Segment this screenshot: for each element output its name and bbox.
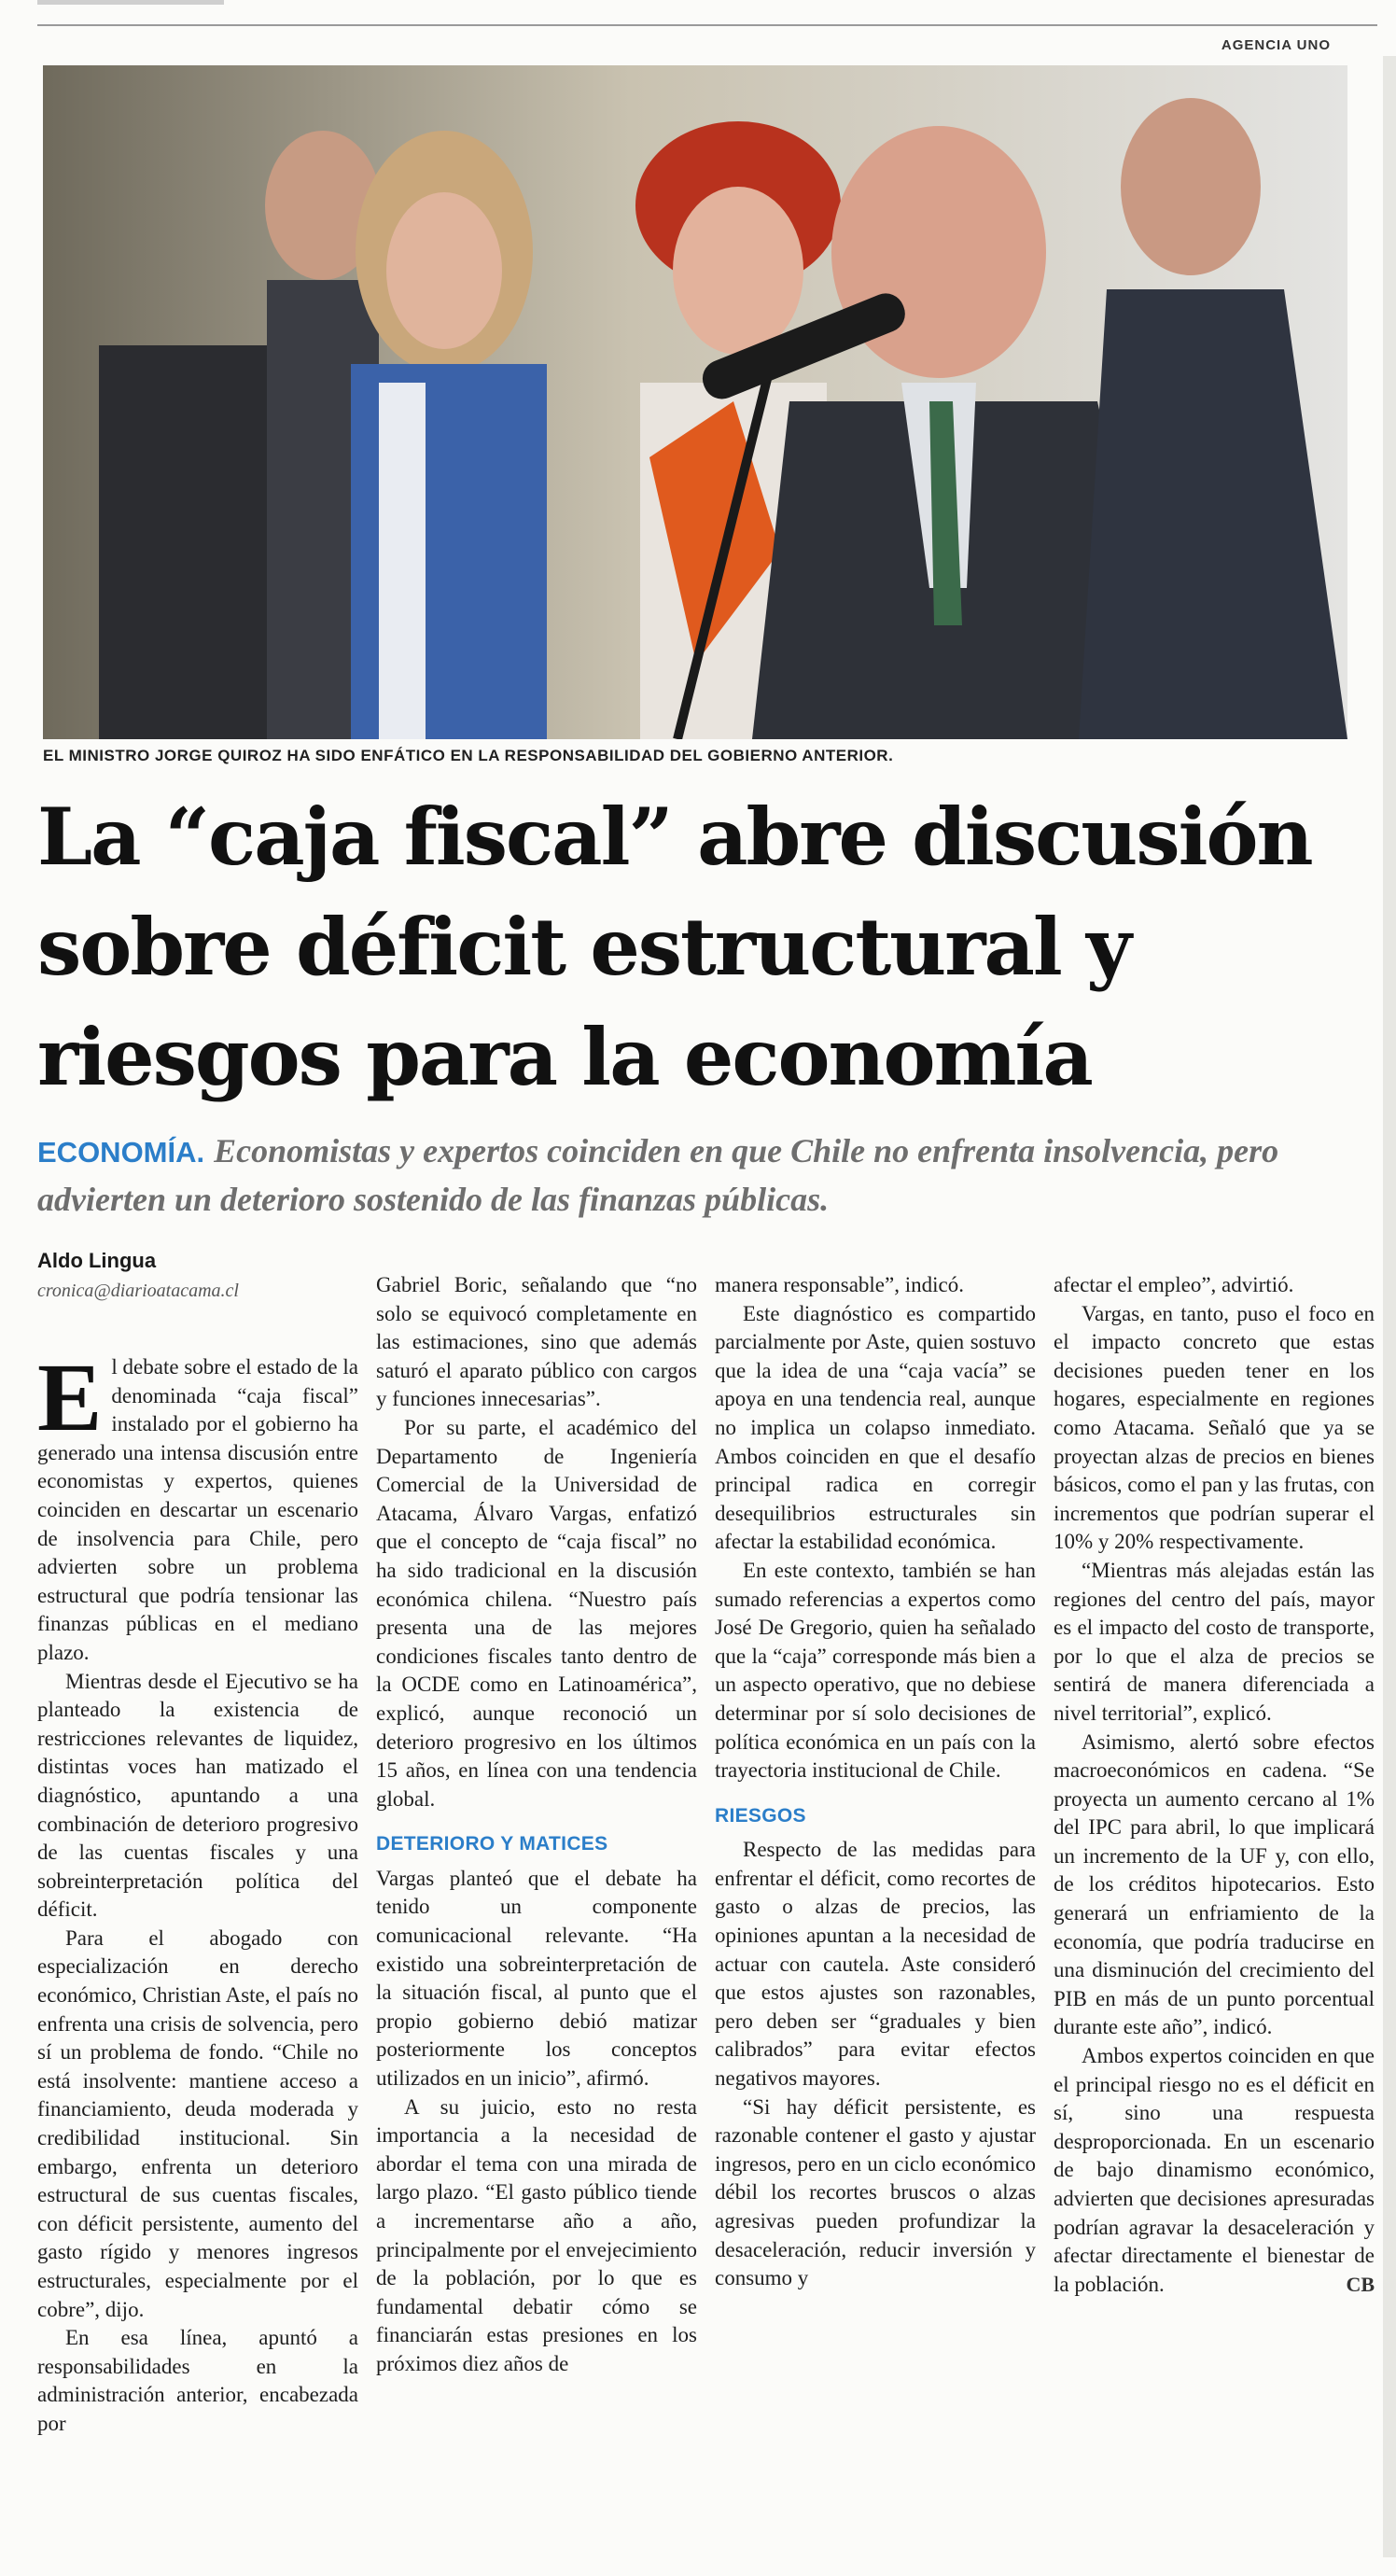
headline-line-1: La “caja fiscal” abre discusión — [37, 791, 1312, 883]
paragraph: En esa línea, apuntó a responsabilidades en la administración anterior, encabezada por — [37, 2326, 358, 2435]
article-column-3 — [715, 1271, 1036, 2293]
paragraph: “Si hay déficit persistente, es razonable contener el gasto y ajustar ingresos, pero en un ciclo económico débil los recortes bruscos o alzas agresivas pueden profundizar la desaceleración, reducir inversión y consumo y — [715, 2094, 1036, 2290]
paragraph: Mientras desde el Ejecutivo se ha planteado la existencia de restricciones relevantes de liquidez, distintas voces han matizado el diagnóstico, apuntando a una combinación de deterioro progresivo de las cuentas fiscales y una sobreinterpretación política del déficit. — [37, 1669, 358, 1922]
section-heading: DETERIORO Y MATICES — [376, 1833, 608, 1855]
news-photo — [43, 65, 1347, 739]
paragraph: Este diagnóstico es compartido parcialmente por Aste, quien sostuvo que la idea de una “caja vacía” se apoya en una tendencia real, aunque no implica un colapso inmediato. Ambos coinciden en que el desafío principal radica en corregir desequilibrios estructurales sin afectar la estabilidad económica. — [715, 1301, 1036, 1554]
author-email[interactable]: cronica@diarioatacama.cl — [37, 1281, 239, 1301]
headline-line-2: sobre déficit estructural y — [37, 901, 1130, 993]
article-column-4 — [1054, 1271, 1375, 2299]
paragraph: afectar el empleo”, advirtió. — [1054, 1273, 1294, 1296]
paragraph: Para el abogado con especialización en derecho económico, Christian Aste, el país no enfrenta una crisis de solvencia, pero sí un problema de fondo. “Chile no está insolvente: mantiene acceso a financiamiento, deuda moderada y credibilidad institucional. Sin embargo, enfrenta un deterioro estructural de sus cuentas fiscales, con déficit persistente, aumento del gasto rígido y menores ingresos estructurales, especialmente por el cobre”, dijo. — [37, 1925, 358, 2321]
page-edge — [1383, 56, 1396, 2557]
paragraph: “Mientras más alejadas están las regiones del centro del país, mayor es el impacto del costo de transporte, por lo que el alza de precios se sentirá de manera diferenciada a nivel territorial”, explicó. — [1054, 1558, 1375, 1725]
end-mark-icon: CB — [1346, 2272, 1375, 2296]
header-rule-mark — [37, 0, 224, 5]
photo-illustration — [43, 65, 1347, 739]
paragraph: Vargas planteó que el debate ha tenido un componente comunicacional relevante. “Ha existido una sobreinterpretación de la situación fiscal, al punto que el propio gobierno debió matizar posteriormente los conceptos utilizados en un inicio”, afirmó. — [376, 1866, 697, 2091]
paragraph: A su juicio, esto no resta importancia a la necesidad de abordar el tema con una mirada de largo plazo. “El gasto público tiende a incrementarse año a año, principalmente por el envejecimiento de la población, por lo que es fundamental debatir cómo se financiarán estas presiones en los próximos diez años de — [376, 2094, 697, 2375]
headline — [37, 782, 1362, 1113]
subheadline — [37, 1127, 1362, 1223]
subheadline-text: Economistas y expertos coinciden en que Chile no enfrenta insolvencia, pero advierten un deterioro sostenido de las finanzas públicas. — [37, 1132, 1279, 1218]
paragraph: Gabriel Boric, señalando que “no solo se equivocó completamente en las estimaciones, sino que además saturó el aparato público con cargos y funciones innecesarias”. — [376, 1273, 697, 1411]
paragraph: Respecto de las medidas para enfrentar el déficit, como recortes de gasto o alzas de precios, las opiniones apuntan a la necesidad de actuar con cautela. Aste consideró que estos ajustes son razonables, pero deben ser “graduales y bien calibrados” para evitar efectos negativos mayores. — [715, 1838, 1036, 2091]
paragraph: manera responsable”, indicó. — [715, 1273, 964, 1296]
paragraph: Asimismo, alertó sobre efectos macroeconómicos en cadena. “Se proyecta un aumento cercano al 1% del IPC para abril, lo que implicará un incremento de la UF y, con ello, de los créditos hipotecarios. Esto generará un enfriamiento de la economía, que podría traducirse en una disminución del crecimiento del PIB en más de un punto porcentual durante este año”, indicó. — [1054, 1729, 1375, 2039]
byline — [37, 1249, 239, 1302]
paragraph — [37, 1344, 358, 1668]
headline-line-3: riesgos para la economía — [37, 1011, 1092, 1103]
drop-cap: E — [37, 1344, 103, 1451]
paragraph-text: Ambos expertos coinciden en que el principal riesgo no es el déficit en sí, sino una respuesta desproporcionada. En un escenario de bajo dinamismo económico, advierten que decisiones apresuradas podrían agravar la desaceleración y afectar directamente el bienestar de la población. — [1054, 2044, 1375, 2296]
article-column-1 — [37, 1344, 358, 2439]
header-rule — [37, 24, 1377, 26]
photo-caption: EL MINISTRO JORGE QUIROZ HA SIDO ENFÁTICO EN LA RESPONSABILIDAD DEL GOBIERNO ANTERIOR. — [43, 747, 894, 764]
paragraph — [1054, 2042, 1375, 2299]
paragraph: Vargas, en tanto, puso el foco en el impacto concreto que estas decisiones pueden tener en los hogares, especialmente en regiones como Atacama. Señaló que ya se proyectan alzas de precios en bienes básicos, como el pan y las frutas, con incrementos que podrían superar el 10% y 20% respectivamente. — [1054, 1301, 1375, 1554]
paragraph: Por su parte, el académico del Departamento de Ingeniería Comercial de la Universidad de Atacama, Álvaro Vargas, enfatizó que el concepto de “caja fiscal” no ha sido tradicional en la discusión económica chilena. “Nuestro país presenta una de las mejores condiciones fiscales tanto dentro de la OCDE como en Latinoamérica”, explicó, aunque reconoció un deterioro progresivo en los últimos 15 años, en línea con una tendencia global. — [376, 1415, 697, 1811]
paragraph-text: l debate sobre el estado de la denominada “caja fiscal” instalado por el gobierno ha generado una intensa discusión entre economistas y expertos, quienes coinciden en descartar un escenario de insolvencia para Chile, pero advierten sobre un problema estructural que podría tensionar las finanzas públicas en el mediano plazo. — [37, 1355, 358, 1664]
author-name: Aldo Lingua — [37, 1249, 157, 1272]
photo-credit: AGENCIA UNO — [1221, 37, 1331, 53]
article-column-2 — [376, 1271, 697, 2379]
paragraph: En este contexto, también se han sumado referencias a expertos como José De Gregorio, quien ha señalado que la “caja” corresponde más bien a un aspecto operativo, que no debiese determinar por sí solo decisiones de política económica en un país con la trayectoria institucional de Chile. — [715, 1558, 1036, 1783]
section-tag: ECONOMÍA. — [37, 1136, 205, 1169]
section-heading: RIESGOS — [715, 1804, 806, 1827]
